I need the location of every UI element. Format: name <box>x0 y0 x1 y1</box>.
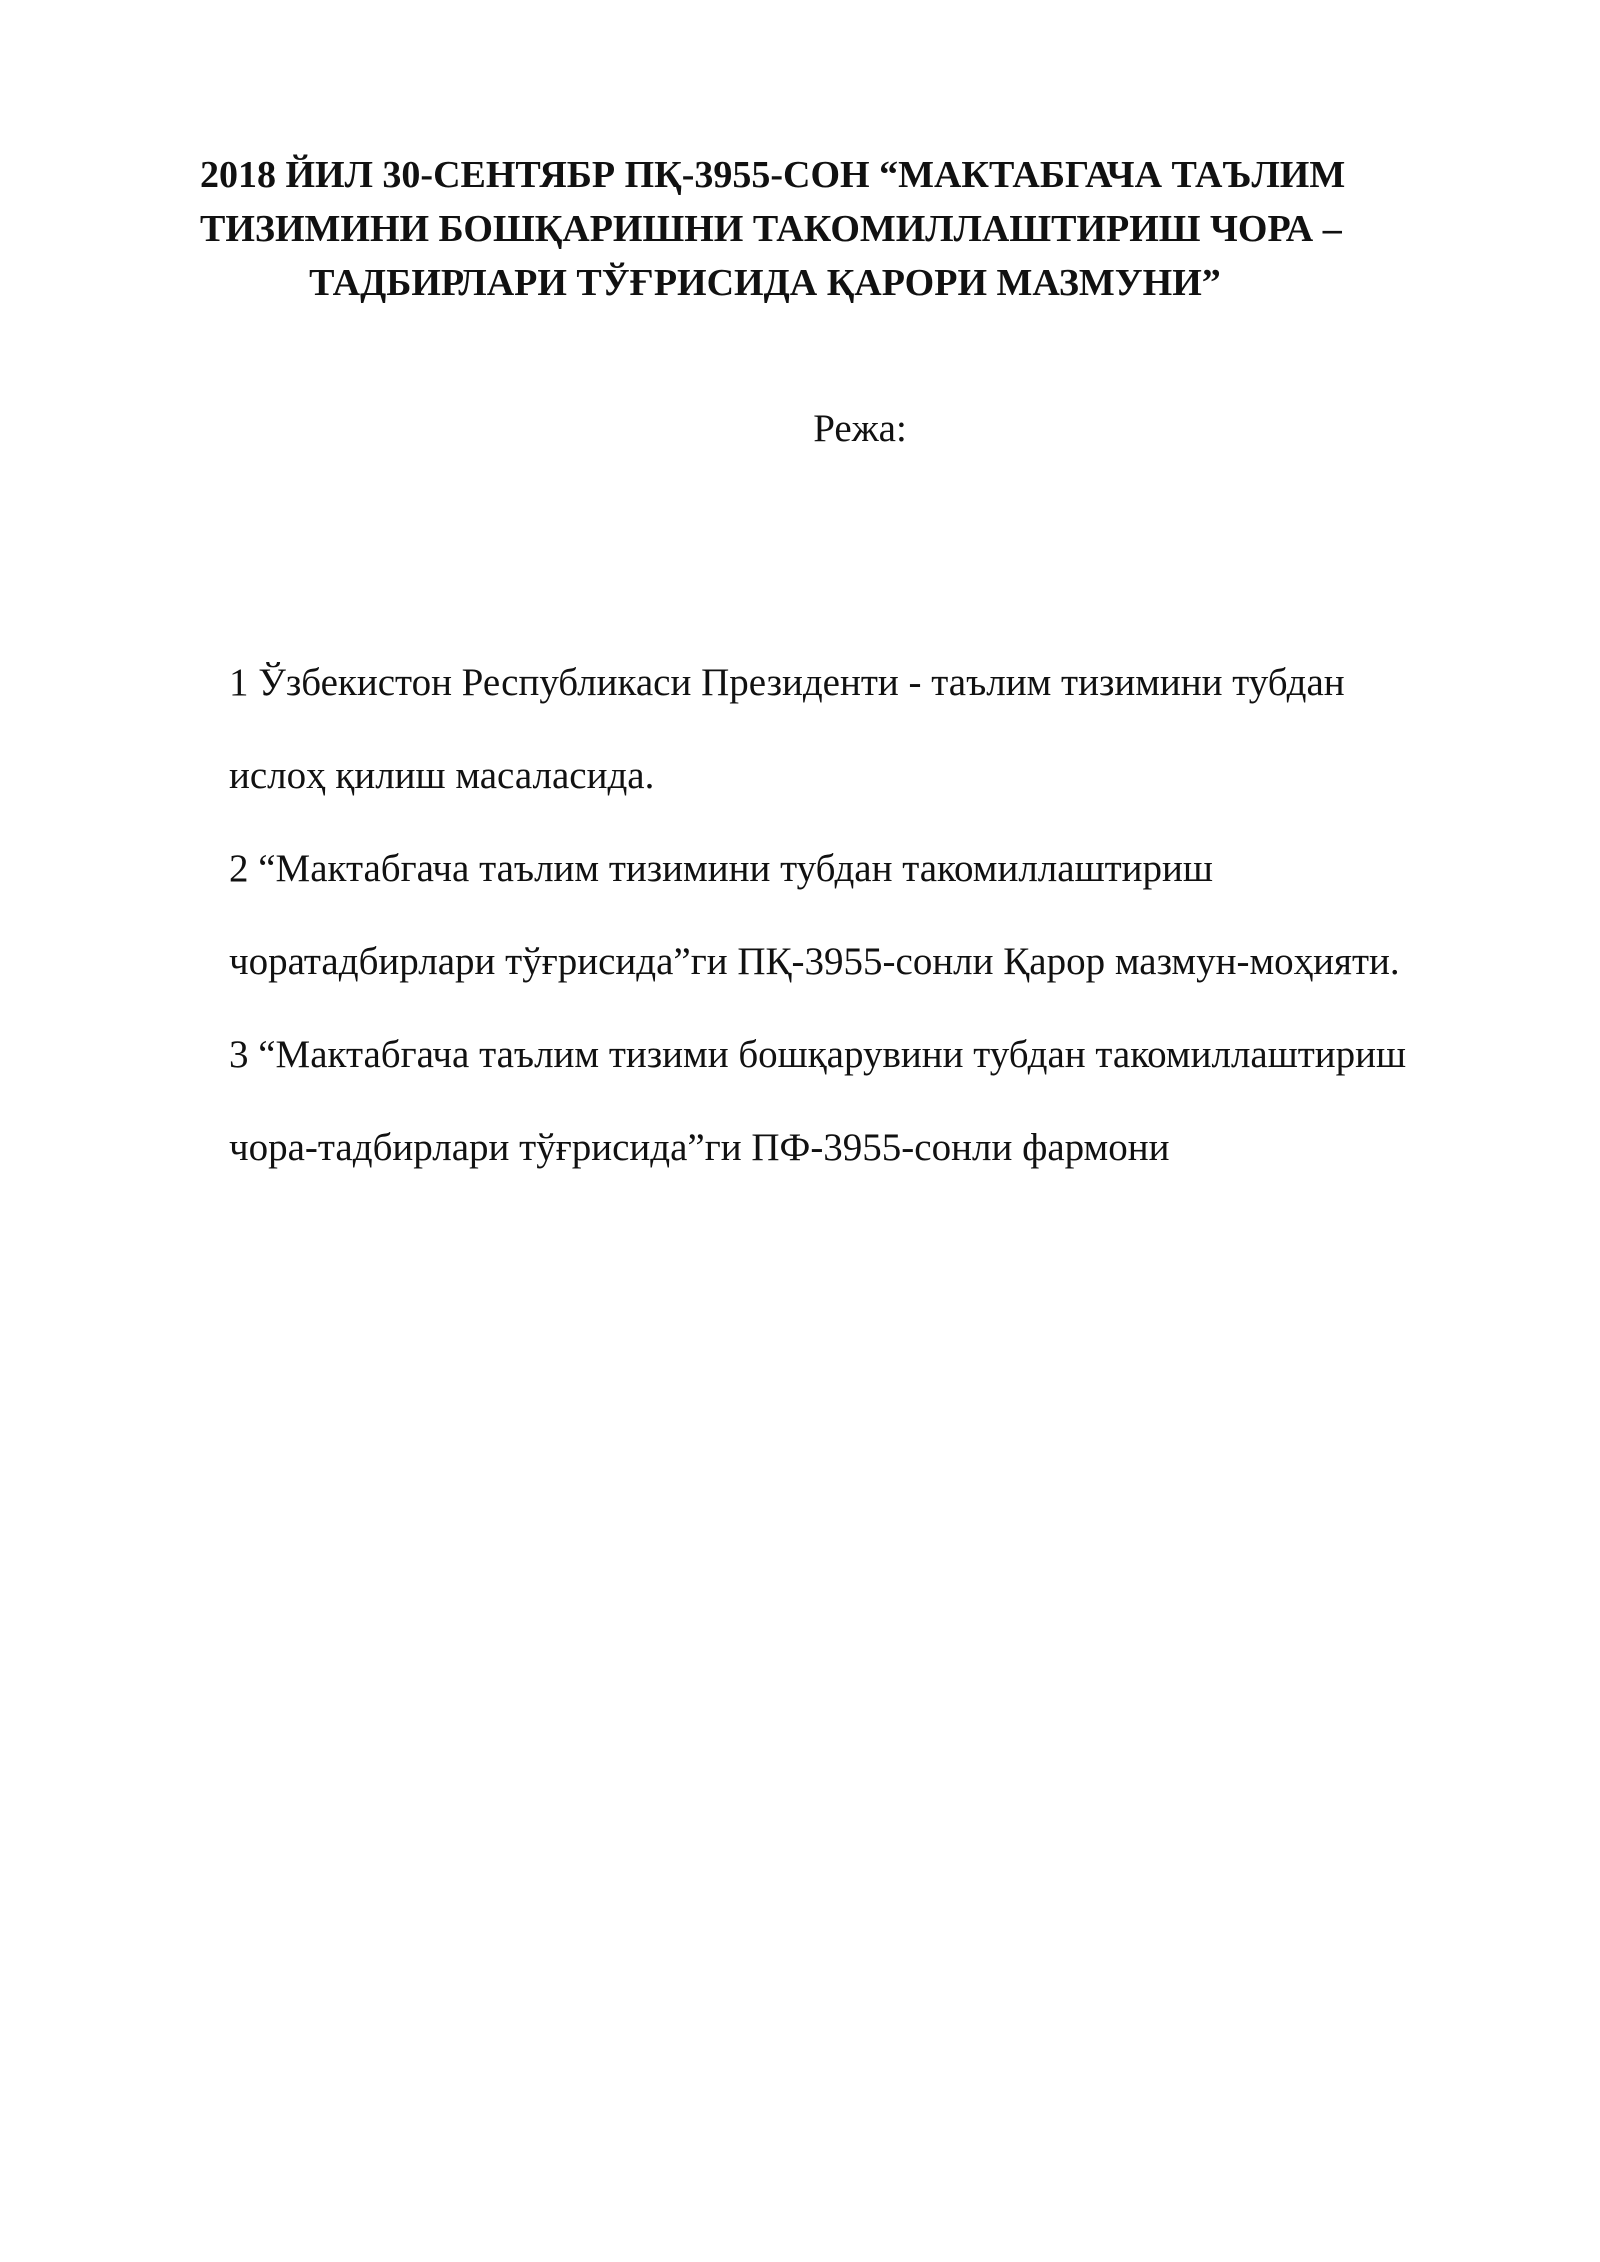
title-line: ТАДБИРЛАРИ ТЎҒРИСИДА ҚАРОРИ МАЗМУНИ” <box>309 262 1221 304</box>
plan-item-1-line-1: 1 Ўзбекистон Республикаси Президенти - таълим тизимини тубдан <box>229 661 1345 704</box>
plan-item-1-line-2: ислоҳ қилиш масаласида. <box>229 754 655 797</box>
plan-item-3-line-1: 3 “Мактабгача таълим тизими бошқарувини тубдан такомиллаштириш <box>229 1033 1407 1076</box>
plan-item-2-line-2: чоратадбирлари тўғрисида”ги ПҚ-3955-сонли Қарор мазмун-моҳияти. <box>229 940 1400 983</box>
document-title <box>200 148 1346 310</box>
plan-list <box>229 656 1529 1214</box>
plan-item-3-line-2: чора-тадбирлари тўғрисида”ги ПФ-3955-сонли фармони <box>229 1126 1170 1169</box>
title-line: ТИЗИМИНИ БОШҚАРИШНИ ТАКОМИЛЛАШТИРИШ ЧОРА – <box>200 208 1342 250</box>
plan-heading: Режа: <box>813 407 907 450</box>
plan-item-2-line-1: 2 “Мактабгача таълим тизимини тубдан такомиллаштириш <box>229 847 1213 890</box>
title-line: 2018 ЙИЛ 30-СЕНТЯБР ПҚ-3955-СОН “МАКТАБГАЧА ТАЪЛИМ <box>200 154 1346 196</box>
